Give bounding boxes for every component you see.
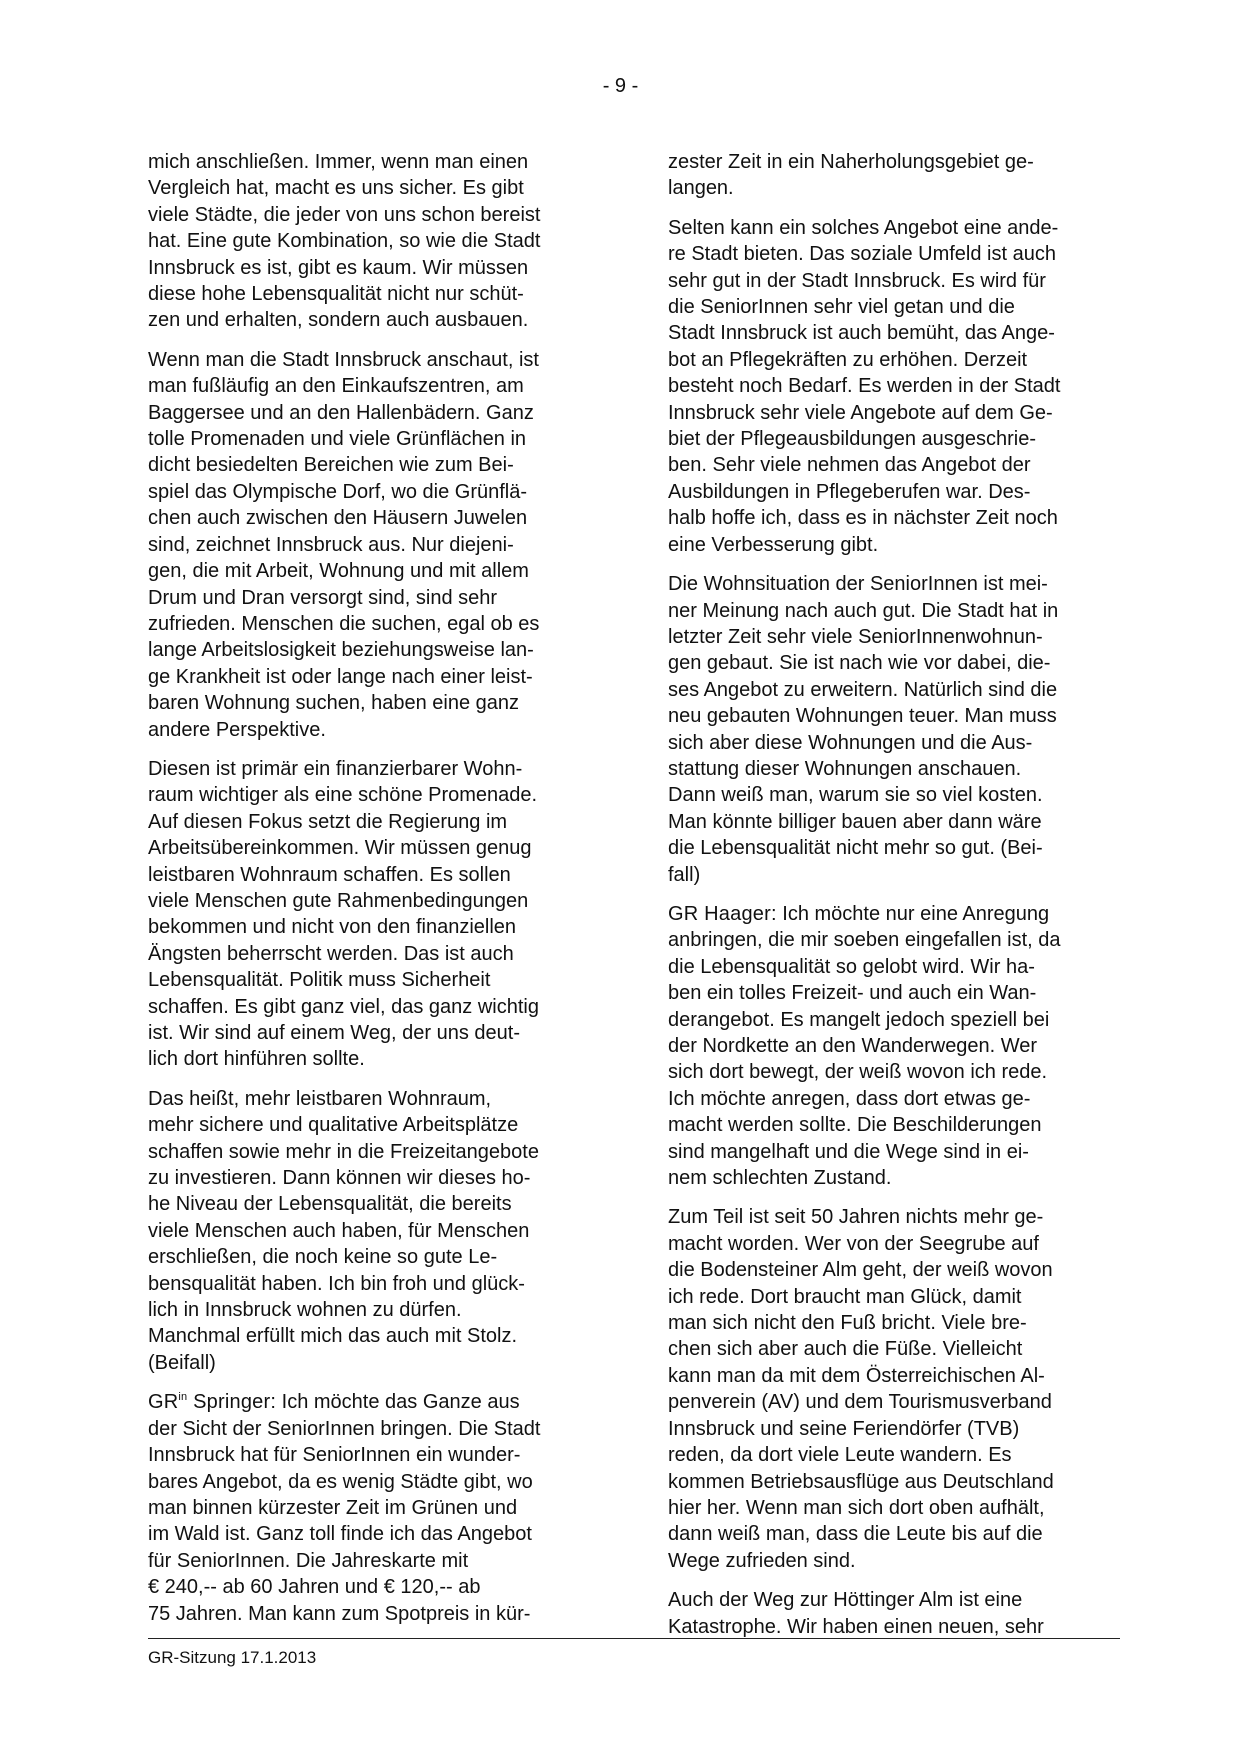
paragraph: Zum Teil ist seit 50 Jahren nichts mehr ge- macht worden. Wer von der Seegrube auf die Bodensteiner Alm geht, der weiß wovon ich rede. Dort braucht man Glück, damit man sich nicht den Fuß bricht. Viele bre- chen sich aber auch die Füße. Vielleicht kann man da mit dem Österreichischen Al- penverein (AV) und dem Tourismusverband Innsbruck und seine Feriendörfer (TVB) reden, da dort viele Leute wandern. Es kommen Betriebsausflüge aus Deutschland hier her. Wenn man sich dort oben aufhält, dann weiß man, dass die Leute bis auf die Wege zufrieden sind. — [668, 1206, 1054, 1572]
right-paragraphs — [668, 149, 1120, 888]
paragraph: mich anschließen. Immer, wenn man einen Vergleich hat, macht es uns sicher. Es gibt viele Städte, die jeder von uns schon bereist hat. Eine gute Kombination, so wie die Stadt Innsbruck es ist, gibt es kaum. Wir müssen diese hohe Lebensqualität nicht nur schüt- zen und erhalten, sondern auch ausbauen. — [148, 151, 541, 332]
right-paragraphs-end — [668, 1204, 1120, 1640]
paragraph: Die Wohnsituation der SeniorInnen ist mei- ner Meinung nach auch gut. Die Stadt hat in letzter Zeit sehr viele SeniorInnenwohnun- gen gebaut. Sie ist nach wie vor dabei, die- ses Angebot zu erweitern. Natürlich sind die neu gebauten Wohnungen teuer. Man muss sich aber diese Wohnungen und die Aus- stattung dieser Wohnungen anschauen. Dann weiß man, warum sie so viel kosten. Man könnte billiger bauen aber dann wäre die Lebensqualität nicht mehr so gut. (Bei- fall) — [668, 573, 1059, 886]
speaker-label: GR Haager: — [668, 902, 777, 925]
paragraph: Auch der Weg zur Höttinger Alm ist eine Katastrophe. Wir haben einen neuen, sehr — [668, 1589, 1044, 1638]
paragraph: Diesen ist primär ein finanzierbarer Wohn- raum wichtiger als eine schöne Promenade. Auf diesen Fokus setzt die Regierung im Arbeitsübereinkommen. Wir müssen genug leistbaren Wohnraum schaffen. Es sollen viele Menschen gute Rahmenbedingungen bekommen und nicht von den finanziellen Ängsten beherrscht werden. Das ist auch Lebensqualität. Politik muss Sicherheit schaffen. Es gibt ganz viel, das ganz wichtig ist. Wir sind auf einem Weg, der uns deut- lich dort hinführen sollte. — [148, 757, 539, 1071]
paragraph: Selten kann ein solches Angebot eine ande- re Stadt bieten. Das soziale Umfeld ist auch sehr gut in der Stadt Innsbruck. Es wird für die SeniorInnen sehr viel getan und die Stadt Innsbruck ist auch bemüht, das Ange- bot an Pflegekräften zu erhöhen. Derzeit besteht noch Bedarf. Es werden in der Stadt Innsbruck sehr viele Angebote auf dem Ge- biet der Pflegeausbildungen ausgeschrie- ben. Sehr viele nehmen das Angebot der Ausbildungen in Pflegeberufen war. Des- halb hoffe ich, dass es in nächster Zeit noch eine Verbesserung gibt. — [668, 216, 1061, 556]
paragraph: zester Zeit in ein Naherholungsgebiet ge- langen. — [668, 151, 1034, 200]
springer-statement: $GR^{in}$ Springer: Ich möchte das Ganze aus der Sicht der SeniorInnen bringen. Die Stadt Innsbruck hat für SeniorInnen ein wunder- bares Angebot, da es wenig Städte gibt, wo man binnen kürzester Zeit im Grünen und im Wald ist. Ganz toll finde ich das Angebot für SeniorInnen. Die Jahreskarte mit € 240,-- ab 60 Jahren und € 120,-- ab 75 Jahren. Man kann zum Spotpreis in kür- — [148, 1391, 541, 1625]
speaker-label: $GR^{in}$ Springer: — [148, 1391, 277, 1414]
footer-rule — [148, 1638, 1120, 1639]
haager-statement: GR Haager: Ich möchte nur eine Anregung anbringen, die mir soeben eingefallen ist, da die Lebensqualität so gelobt wird. Wir ha- ben ein tolles Freizeit- und auch ein Wan- derangebot. Es mangelt jedoch speziell bei der Nordkette an den Wanderwegen. Wer sich dort bewegt, der weiß wovon ich rede. Ich möchte anregen, dass dort etwas ge- macht werden sollte. Die Beschilderungen sind mangelhaft und die Wege sind in ei- nem schlechten Zustand. — [668, 902, 1061, 1190]
page-number: - 9 - — [602, 75, 639, 97]
paragraph: Das heißt, mehr leistbaren Wohnraum, mehr sichere und qualitative Arbeitsplätze schaffen sowie mehr in die Freizeitangebote zu investieren. Dann können wir dieses ho- he Niveau der Lebensqualität, die bereits viele Menschen auch haben, für Menschen erschließen, die noch keine so gute Le- bensqualität haben. Ich bin froh und glück- lich in Innsbruck wohnen zu dürfen. Manchmal erfüllt mich das auch mit Stolz. (Beifall) — [148, 1087, 539, 1374]
footer-text: GR-Sitzung 17.1.2013 — [148, 1648, 317, 1667]
paragraph: Wenn man die Stadt Innsbruck anschaut, ist man fußläufig an den Einkaufszentren, am Baggersee und an den Hallenbädern. Ganz tolle Promenaden und viele Grünflächen in dicht besiedelten Bereichen wie zum Bei- spiel das Olympische Dorf, wo die Grünflä- chen auch zwischen den Häusern Juwelen sind, zeichnet Innsbruck aus. Nur diejeni- gen, die mit Arbeit, Wohnung und mit allem Drum und Dran versorgt sind, sind sehr zufrieden. Menschen die suchen, egal ob es lange Arbeitslosigkeit beziehungsweise lan- ge Krankheit ist oder lange nach einer leist- baren Wohnung suchen, haben eine ganz andere Perspektive. — [148, 348, 540, 741]
right-column — [668, 149, 1120, 1653]
left-paragraphs — [148, 149, 600, 1376]
left-column — [148, 149, 600, 1640]
